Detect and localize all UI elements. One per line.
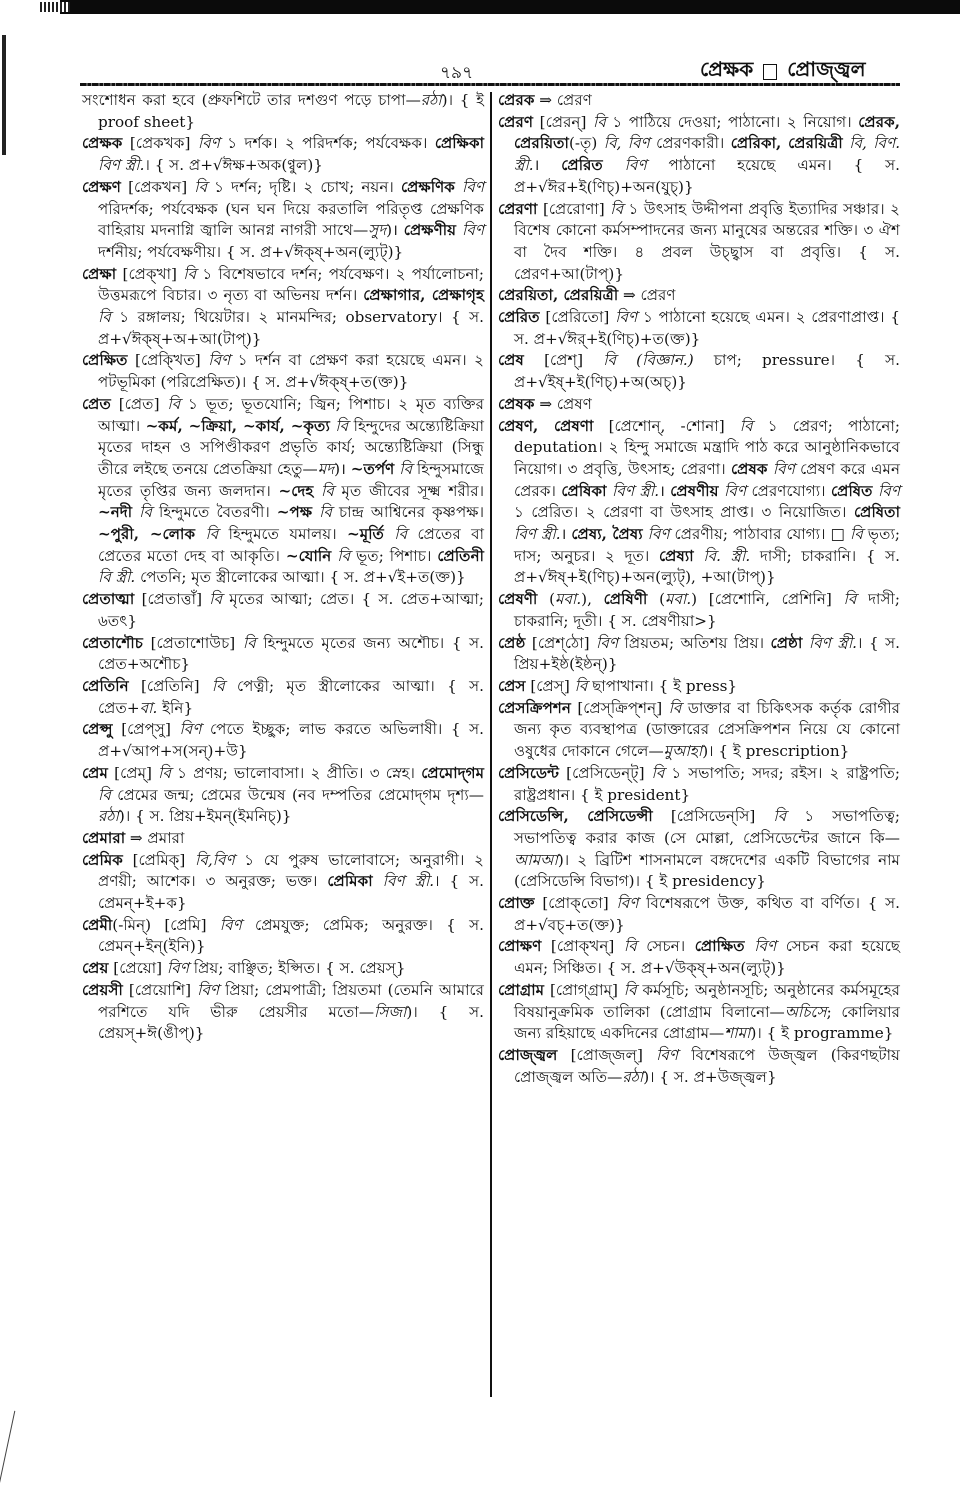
entry-text: দর্শনীয়; পর্যবেক্ষণীয়। { স. প্র+√ঈক্ষ্+অন(ল্যুট্)} [98,242,404,261]
entry-text: ১ ভূত; ভূতযোনি; জ্বিন; পিশাচ। ২ মৃত ব্যক্তির আত্মা। [98,394,484,435]
grammar-label: বি [843,590,857,609]
headword: প্রেষক [498,394,535,413]
headword: প্রোক্ষিত [694,937,745,956]
grammar-label: বিণ [219,915,242,934]
entry-text: প্রিয়; বাঞ্ছিত; ইপ্সিত। { স. প্রেয়স্} [188,959,406,978]
headword: ~মূর্তি [347,525,384,544]
entry-text: [প্রেমিক্] [122,850,196,869]
dictionary-entry [498,416,900,590]
entry-text: ১ যে পুরুষ ভালোবাসে; অনুরাগী। ২ প্রণয়ী; আশেক। ৩ অনুরক্ত; ভক্ত। [98,850,484,891]
entry-text [455,178,462,196]
grammar-label: বি [623,980,637,999]
source-abbrev: রঠা [420,91,442,109]
dictionary-entry [498,589,900,632]
headword: প্রেষ্ঠা [770,633,803,652]
dictionary-entry [498,980,900,1045]
entry-text: ১ দর্শন; দৃষ্টি। ২ চোখ; নয়ন। [207,177,401,196]
entry-text: [প্রেশ্‌ঠো] [525,633,597,652]
grammar-label: বিণ [197,980,220,999]
entry-text: বিশেষরূপে উজ্জ্বল (কিরণছটায় প্রোজ্জ্বল অতি— [514,1045,900,1086]
entry-text: [প্রেকখন] [121,177,195,196]
entry-text: [প্রেম্] [107,763,159,782]
entry-text: প্রেমযুক্ত; প্রেমিক; অনুরক্ত। { স. প্রেমন্+ইন্(ইনি)} [98,915,484,956]
grammar-label: বিণ [724,481,747,500]
source-abbrev: অচিসে [784,1002,827,1021]
headword: প্রোজ্জ্বল [498,1045,558,1064]
entry-text: )। { ই programme} [750,1024,894,1043]
entry-text: হিন্দুসমাজে মৃতের তৃপ্তির জন্য জলদান। [98,459,484,500]
grammar-label: বিণ স্ত্রী. [382,872,435,891]
dictionary-entry [498,763,900,806]
entry-text: চাপ; pressure। { স. প্র+√ইষ্+ই(ণিচ্)+অ(অচ্)} [514,351,900,392]
dictionary-entry [498,394,900,416]
grammar-label: বিণ [197,134,220,153]
headword: প্রেরক [498,91,535,109]
entry-text: [প্রোগ্‌গ্রাম্] [544,980,624,999]
dictionary-entry [82,980,484,1045]
dictionary-entry [498,199,900,286]
running-head-last-word: প্রোজ্জ্বল [787,57,866,81]
grammar-label: বিণ স্ত্রী. [514,525,561,544]
headword: ~পক্ষ [276,503,313,522]
dictionary-entry [82,133,484,176]
entry-text: [প্রেত] [110,394,168,413]
headword: প্রেমিকা [327,872,373,891]
grammar-label: বিণ স্ত্রী. [612,481,660,500]
entry-text: ( [537,590,556,609]
entry-text [603,156,625,174]
entry-text [373,872,383,890]
entry-text: মৃত জীবের সূক্ষ্ম শরীর। [333,481,485,500]
headword: প্রেক্ষিকা [434,134,484,153]
entry-text: [প্রেসিডেন্‌ট্] [559,763,652,782]
scan-top-edge-fade [40,2,70,12]
entry-text: [প্রোক্‌তো] [534,894,617,913]
entry-text: ⇒ প্রেরণ [534,91,592,109]
entry-text: [প্রেশ্] [523,351,604,370]
grammar-label: বিণ স্ত্রী. [808,633,857,652]
entry-text: ⇒ প্রমারা [125,828,185,847]
headword: প্রোক্ত [498,894,535,913]
headword: প্রোক্ষণ [498,937,542,956]
headword: প্রেতিনী [437,546,484,565]
headword: প্রেপ্সু [82,720,113,739]
entry-text: ভৃত্য; দাস; অনুচর। ২ দূত। [514,525,901,565]
headword: প্রেষণী [498,590,538,609]
dictionary-entry [498,633,900,676]
entry-text: প্রেরণকারী। [649,134,731,153]
headword: প্রেমী [82,915,113,934]
entry-text: ), [581,590,604,609]
scan-top-edge [60,0,960,14]
entry-text: পাঠানো হয়েছে এমন। { স. প্র+√ঈর+ই(ণিচ্)+অন(যুচ্)} [514,156,900,196]
headword: প্রেষিত [830,481,873,500]
grammar-label: বি [399,459,413,478]
entry-text: [প্রেরিতো] [539,308,616,327]
grammar-label: বিণ [179,720,202,739]
grammar-label: বিণ স্ত্রী. [98,156,145,175]
entry-text: প্রেরণীয়; পাঠাবার যোগ্য। □ [669,525,850,544]
dictionary-entry [82,177,484,264]
entry-text: পেত্নী; মৃত স্ত্রীলোকের আত্মা। { স. প্রেত+ [98,676,484,717]
headword: প্রেষিণী [603,590,648,609]
header-rule [80,83,900,86]
entry-text: )। [334,459,351,478]
headword: প্রেষ [498,351,524,370]
entry-text: ১ উৎসাহ উদ্দীপনা প্রবৃত্তি ইত্যাদির সঞ্চার। ২ বিশেষ কোনো কর্মসম্পাদনের জন্য মানুষের অন্তরের শক্তি। ৩ ঐশ বা দৈব শক্তি। ৪ প্রবল উচ্ছ্বাস বা প্রবৃত্তি। { স. প্রেরণ+আ(টাপ্)} [514,199,901,283]
entry-text: চান্দ্র আশ্বিনের কৃষ্ণপক্ষ। [331,503,485,522]
grammar-label: বি [623,937,637,956]
entry-text: [প্রেশোন্, -শোনা] [593,416,740,435]
entry-text: হিন্দুমতে যমালয়। [218,525,348,544]
grammar-label: বি [158,763,171,782]
grammar-label: বি [205,525,219,544]
headword: প্রেক্ষণ [82,177,121,196]
source-abbrev: মুআহা [663,742,703,761]
entry-text: কর্মসূচি; অনুষ্ঠানসূচি; অনুষ্ঠানের কর্মসমূহের বিষয়ানুক্রমিক তালিকা (প্রোগ্রাম বিলানো— [514,980,900,1021]
headword: প্রেষ্যা [658,546,694,565]
headword: প্রেষ্ঠ [498,633,526,652]
headword: প্রেরণা [498,199,538,218]
dictionary-entry [82,633,484,676]
entry-text: । { স. প্র+√ঈক্ষ+অক(ণ্বুল)} [144,156,323,175]
entry-text: । { স. প্রেমন্+ই+ক} [98,872,484,913]
grammar-label: বিণ [462,177,485,196]
headword: প্রেম [82,763,108,782]
entry-text: [প্রেরোণা] [537,199,611,218]
headword: প্রেরিত [498,308,540,327]
entry-text: )। ২ ব্রিটিশ শাসনামলে বঙ্গদেশের একটি বিভাগের নাম (প্রেসিডেন্সি বিভাগ)। { ই presidency} [514,850,900,891]
grammar-label: বি,বিণ [195,850,235,869]
entry-text: ছাপাখানা। { ই press} [587,676,738,695]
dictionary-entry [82,90,484,133]
entry-text: ১ সভাপতি; সদর; রইস। ২ রাষ্ট্রপতি; রাষ্ট্রপ্রধান। { ই president} [514,763,900,804]
headword: ~তর্পণ [350,459,395,478]
headword: প্রেমোদ্‌গম [421,763,485,782]
headword: প্রেমিক [82,850,123,869]
entry-text: । { স. প্রিয়+ইষ্ঠ(ইষ্ঠন্)} [514,633,900,674]
headword: প্রেরিকা, প্রেরয়িত্রী [730,134,843,153]
headword: প্রেত [82,394,111,413]
grammar-label: বি [394,525,408,544]
entry-text: [প্রেতিনি] [128,676,212,695]
grammar-label: বিণ [166,959,189,978]
grammar-label: বিণ [656,1045,679,1064]
dictionary-entry [82,763,484,828]
entry-text: )। { ই proof sheet} [98,91,484,131]
entry-text: ১ দর্শক। ২ পরিদর্শক; পর্যবেক্ষক। [219,134,435,153]
grammar-label: বি [668,698,682,717]
dictionary-entry [498,1045,900,1088]
entry-text: । [533,156,562,175]
source-abbrev: সুদ [368,221,387,240]
grammar-label: বি [167,394,181,413]
grammar-label: বি [335,416,349,435]
entry-text [384,525,394,543]
grammar-label: বিণ [616,894,639,913]
entry-text: ১ বিশেষভাবে দর্শন; পর্যবেক্ষণ। ২ পর্যালোচনা; উত্তমরূপে বিচার। ৩ নৃত্য বা অভিনয় দর্শন। [98,264,484,305]
grammar-label: বিণ [615,308,638,327]
right-column [498,90,900,1088]
entry-text: [প্রেপ্‌সু] [112,720,180,739]
grammar-label: বি [139,503,152,522]
headword: প্রেক্ষক [82,134,123,153]
grammar-label: বি [194,177,208,196]
entry-text: [প্রেক্খা] [116,264,184,283]
entry-text: ইনি} [157,698,194,717]
grammar-label: বিণ [208,351,231,370]
grammar-label: বি [593,112,606,131]
entry-text: পেতে ইচ্ছুক; লাভ করতে অভিলাষী। { স. প্র+√আপ+স(সন্)+উ} [98,720,484,761]
entry-text: [প্রেয়োশি] [122,980,198,999]
entry-text [195,525,205,543]
headword: প্রেসিডেন্সি, প্রেসিডেন্সী [498,807,653,826]
entry-text: ডাক্তার বা চিকিৎসক কর্তৃক রোগীর জন্য কৃত ব্যবস্থাপত্র (ডাক্তারের প্রেসক্রিপশন নিয়ে যে কোনো ওষুধের দোকানে গেলে— [514,698,900,761]
dictionary-entry [82,350,484,393]
source-abbrev: রঠা [98,807,119,826]
entry-text: ( [647,590,666,609]
left-column [82,90,484,1045]
grammar-label: বি [337,546,351,565]
headword: ~পুরী, ~লোক [98,525,196,544]
scan-margin-mark [0,1411,15,1489]
headword: প্রেষণীয় [670,481,719,500]
headword: প্রেষ্য, প্রৈষ্য [571,525,643,544]
page-number: ৭৯৭ [440,63,474,83]
grammar-label: মবা. [555,590,582,609]
headword: প্রেষিকা [561,481,607,500]
entry-text: পরিদর্শক; পর্যবেক্ষক (ঘন ঘন দিয়ে করতালি পরিতৃপ্ত প্রেক্ষণিক বাহিরায় মদনাগ্নি জ্বালি আনগ্ন নাগরী সাথে— [98,199,484,240]
grammar-label: বিণ [754,937,777,956]
entry-text: প্রেরণযোগ্য। [746,481,831,500]
entry-text: হিন্দুমতে বৈতরণী। [151,503,277,522]
headword: ~দেহ [278,481,314,500]
headword: প্রেক্ষিত [82,351,128,370]
entry-text: [প্রেক্খিত] [127,351,209,370]
entry-text: বিশেষরূপে উক্ত, কথিত বা বর্ণিত। { স. প্র+√বচ্+ত(ক্ত)} [514,894,900,934]
entry-text: ১ রঙ্গালয়; থিয়েটার। ২ মানমন্দির; observatory। { স. প্র+√ঈক্ষ্+অ+আ(টাপ্)} [98,308,484,348]
headword: ~যোনি [285,546,332,565]
entry-text: । [659,481,671,500]
grammar-label: বি, বিণ. স্ত্রী. [514,134,901,175]
headword: প্রেতিনি [82,676,129,695]
grammar-label: বি [242,633,256,652]
headword: প্রেক্ষণিক [400,177,455,196]
entry-text: [প্রেস্‌ক্রিপ্‌শন্] [570,698,669,717]
dictionary-entry [498,676,900,698]
dictionary-entry [82,850,484,915]
entry-text: [প্রোজ্‌জল্] [557,1045,657,1064]
entry-text: )। { স. প্রেয়স্+ঈ(ঙীপ্)} [98,1002,484,1043]
grammar-label: বিণ [772,459,795,478]
scan-left-edge [2,35,6,155]
dictionary-entry [82,828,484,850]
entry-text: ; কোলিয়ার জন্য রহিয়াছে একদিনের প্রোগ্রাম— [514,1002,900,1043]
grammar-label: বিণ [596,633,619,652]
entry-text: । [560,525,572,544]
grammar-label: বিণ [647,525,670,544]
grammar-label: বি. স্ত্রী. [703,546,751,565]
dictionary-entry [498,90,900,112]
headword: ~কর্ম, ~ক্রিয়া, ~কার্য, ~কৃত্য [145,416,330,435]
headword: প্রেষণ, প্রেষণা [498,416,594,435]
grammar-label: বি [319,503,332,522]
box-separator-icon [763,64,777,80]
entry-text: প্রিয়া; প্রেমপাত্রী; প্রিয়তমা (তেমনি আমারে পরশিতে যদি ভীরু প্রেয়সীর মতো— [98,980,484,1021]
grammar-label: বি [773,807,787,826]
headword: প্রেতাত্মা [82,590,135,609]
grammar-label: বি [98,308,111,327]
entry-text: [প্রেতাত্তাঁ] [134,590,210,609]
grammar-label: বি [98,785,111,804]
headword: প্রেরয়িতা, প্রেরয়িত্রী [498,286,619,305]
entry-text [694,547,704,565]
running-head-first-word: প্রেক্ষক [700,57,754,81]
entry-text: মৃতের আত্মা; প্রেত। { স. প্রেত+আত্মা; ৬তৎ} [98,590,484,630]
grammar-label: বিণ [878,481,901,500]
entry-text: প্রেতের বা প্রেতের মতো দেহ বা আকৃতি। [98,525,485,565]
grammar-label: বি [574,676,588,695]
entry-text: ১ দর্শন বা প্রেক্ষণ করা হয়েছে এমন। ২ পটভূমিকা (পরিপ্রেক্ষিত)। { স. প্র+√ঈক্ষ্+ত(ক্ত)} [98,351,484,392]
dictionary-entry [498,307,900,350]
dictionary-entry [82,958,484,980]
entry-text: )। { স. প্র+উজ্জ্বল} [643,1067,777,1086]
entry-text: ১ প্রেরিত। ২ প্রেরণা বা উৎসাহ প্রাপ্ত। ৩ নিয়োজিত। [514,503,854,522]
entry-text: প্রেমের জন্ম; প্রেমের উন্মেষ (নব দম্পতির প্রেমোদ্‌গম দৃশ্য— [110,785,484,804]
grammar-label: বি স্ত্রী. [98,568,136,587]
dictionary-entry [82,719,484,762]
dictionary-entry [498,112,900,199]
entry-text [745,937,755,955]
entry-text: ১ পাঠিয়ে দেওয়া; পাঠানো। ২ নিয়োগ। [605,112,859,131]
source-abbrev: আমআ [514,850,558,869]
dictionary-entry [498,698,900,763]
headword: প্রেরণ [498,112,534,131]
entry-text: ১ প্রেরণ; পাঠানো; deputation। ২ হিন্দু সমাজে মন্ত্রাদি পাঠ করে আনুষ্ঠানিকভাবে নিয়োগ। ৩ প্রবৃত্তি, উৎসাহ; প্রেরণা। [514,416,900,478]
grammar-label: বি [739,416,753,435]
dictionary-entry [82,394,484,589]
entry-text: ১ সভাপতিত্ব; সভাপতিত্ব করার কাজ (সে মোল্লা, প্রেসিডেন্টের জানে কি— [514,807,900,847]
headword: প্রেষিতা [853,503,900,522]
entry-text: ⇒ প্রেষণ [534,394,592,413]
headword: প্রেসিডেন্ট [498,763,560,782]
entry-text: ১ প্রণয়; ভালোবাসা। ২ প্রীতি। ৩ স্নেহ। [170,763,422,782]
dictionary-entry [82,676,484,719]
dictionary-entry [498,893,900,936]
grammar-label: বি [183,264,197,283]
entry-text: )। [386,221,404,240]
entry-text: )। { ই prescription} [702,742,850,761]
dictionary-entry [82,589,484,632]
headword: প্রেসক্রিপশন [498,698,571,717]
grammar-label: বি [209,590,223,609]
headword: ~নদী [98,503,133,522]
entry-text: [প্রেস্] [525,676,575,695]
grammar-label: বিণ [462,221,484,240]
dictionary-entry [498,350,900,393]
entry-text: )। { স. প্রিয়+ইমন্(ইমনিচ্)} [118,807,292,826]
dictionary-entry [82,264,484,351]
entry-text: [প্রোক্‌খন্] [541,937,624,956]
headword: প্রোগ্রাম [498,980,545,999]
source-abbrev: রঠা [622,1067,644,1086]
grammar-label: বি (বিজ্ঞান.) [603,351,694,370]
entry-text: ⇒ প্রেরণ [618,286,676,305]
column-divider [490,92,492,1397]
headword: প্রেক্ষাগার, প্রেক্ষাগৃহ [363,286,484,305]
grammar-label: বি [651,763,665,782]
grammar-label: বিণ [624,156,647,175]
entry-text [313,482,321,500]
headword: প্রেস [498,676,526,695]
grammar-label: বি [321,481,334,500]
entry-text: প্রেষণ করে এমন প্রেরক। [514,459,901,500]
entry-text: [প্রেসিডেন্‌সি] [652,807,774,826]
dictionary-entry [498,285,900,307]
entry-text: সেচন। [636,937,695,956]
grammar-label: মবা. [665,590,692,609]
entry-text: (-তৃ) [568,134,604,153]
headword: প্রেক্ষণীয় [403,221,457,240]
headword: প্রেয়সী [82,980,123,999]
entry-text: হিন্দুদের অন্ত্যেষ্টিক্রিয়া মৃতের দাহন ও সপিণ্ডীকরণ প্রভৃতি কার্য; অন্ত্যেষ্টিক্রিয়া (সিন্ধু তীরে লইছে তনয়ে প্রেতক্রিয়া হেতু— [98,416,484,478]
entry-text: [প্রেরন্] [533,112,594,131]
entry-text: ১ পাঠানো হয়েছে এমন। ২ প্রেরণাপ্রাপ্ত। { স. প্র+√ঈর্+ই(ণিচ্)+ত(ক্ত)} [514,308,901,348]
entry-text: [প্রেয়ো] [108,959,167,978]
grammar-label: বি [610,199,624,218]
headword: প্রেরক, প্রেরয়িতা [514,112,900,153]
entry-text: প্রিয়তম; অতিশয় প্রিয়। [618,633,771,652]
dictionary-entry [498,806,900,893]
entry-text: পেতনি; মৃত স্ত্রীলোকের আত্মা। { স. প্র+√ই+ত(ক্ত)} [135,568,466,587]
dictionary-entry [498,936,900,979]
grammar-label: বা. [139,698,158,717]
source-abbrev: শামা [724,1024,751,1043]
entry-text: সেচন করা হয়েছে এমন; সিঞ্চিত। { স. প্র+√উক্ষ্+অন(ল্যুট্)} [514,937,900,978]
entry-text: (-মিন্) [প্রেমি] [112,915,220,934]
headword: প্রেতাশৌচ [82,633,143,652]
entry-text: হিন্দুমতে মৃতের জন্য অশৌচ। { স. প্রেত+অশৌচ} [98,633,484,674]
entry-text: দাসী; চাকরানি। { স. প্র+√ঈষ্+ই(ণিচ্)+অন(ল্যুট্), +আ(টাপ্)} [514,546,900,587]
entry-text: [প্রেকখক] [122,134,198,153]
entry-text: সংশোধন করা হবে (প্রুফশিটে তার দশগুণ পড়ে চাপা— [82,91,421,109]
grammar-label: বি [211,676,225,695]
grammar-label: বি, বিণ [603,134,650,153]
headword: প্রেয় [82,959,109,978]
source-abbrev: সিজা [374,1002,407,1021]
headword: প্রেক্ষা [82,264,117,283]
entry-text: ) [প্রেশোনি, প্রেশিনি] [691,590,844,609]
headword: প্রেরিত [561,156,603,175]
entry-text: ভূত; পিশাচ। [350,546,438,565]
headword: প্রেষক [730,459,768,478]
headword: প্রেমারা [82,828,126,847]
entry-text: [প্রেতাশোউচ] [142,633,243,652]
source-abbrev: মদ [317,459,335,478]
entry-text: দাসী; চাকরানি; দূতী। { স. প্রেষণীয়া>} [514,590,900,630]
dictionary-entry [82,915,484,958]
grammar-label: বি [849,525,863,544]
